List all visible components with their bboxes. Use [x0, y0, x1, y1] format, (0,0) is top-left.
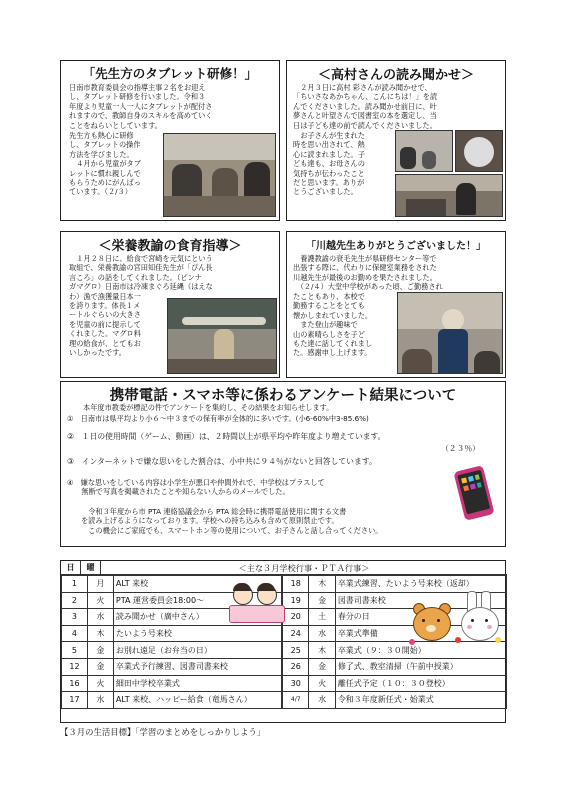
schedule-row: [62, 675, 282, 692]
schedule-event: 卒業式準備: [335, 625, 506, 642]
schedule-day: 26: [283, 658, 309, 675]
survey-title: 携帯電話・スマホ等に係わるアンケート結果について: [109, 388, 457, 404]
tablet-training-body-2: 先生方も熱心に研修 し、タブレットの操作 方法を学びました。 ４月から児童がタブ レットに慣れ親しんで もらうためにがんばっ ています。（２/３）: [69, 131, 141, 197]
schedule-title: ＜主な３月学校行事・ＰＴＡ行事＞: [101, 561, 507, 575]
schedule-event: ALT 来校: [113, 576, 281, 593]
kawagoe-photo: [397, 292, 503, 374]
schedule-day: 2: [62, 592, 88, 609]
schedule-row: [283, 675, 507, 692]
schedule-weekday: 水: [87, 692, 113, 709]
schedule-header-weekday: 曜: [81, 561, 101, 575]
nutrition-photo: [167, 298, 277, 374]
schedule-weekday: 金: [309, 658, 335, 675]
bear-rabbit-illustration: [409, 591, 503, 649]
schedule-event: 令和３年度新任式・始業式: [335, 692, 506, 709]
survey-intro: 本年度市教委が標記の件でアンケートを集約し、その結果をお知らせします。: [83, 403, 334, 412]
schedule-event: 卒業式（９：３０開始）: [335, 642, 506, 659]
kawagoe-article: [286, 231, 506, 378]
tablet-training-title: 「先生方のタブレット研修！」: [82, 66, 258, 81]
schedule-weekday: 木: [309, 642, 335, 659]
nutrition-body-2: を誇ります。体長１メ ートルぐらいの大きさ を児童の前に提示して くれました。マグロ料 理の給食が、とてもお いしかったです。: [69, 301, 141, 358]
schedule-row: [62, 692, 282, 709]
kawagoe-body: 養護教諭の衰毛先生が県研修センター等で 出張する際に、代わりに保健室業務をされた 川越先生が最後のお勤めを果たされました。 （２/４）大堂中学校があった頃、ご勤務され: [293, 254, 443, 292]
schedule-day: 25: [283, 642, 309, 659]
monthly-goal: 【３月の生活目標】「学習のまとめをしっかりしよう」: [60, 727, 266, 737]
schedule-event: 修了式、教室清掃（午前中授業）: [335, 658, 506, 675]
schedule-weekday: 火: [309, 675, 335, 692]
schedule-weekday: 金: [309, 592, 335, 609]
tablet-training-article: [60, 60, 280, 221]
schedule-day: 18: [283, 576, 309, 593]
tablet-training-body: 日南市教育委員会の指導主事２名をお迎え し、タブレット研修を行いました。令和３ 年度より児童一人一人にタブレットが配付さ れますので、教師自身のスキルを高めていく ことをねらいとしています。: [69, 83, 213, 130]
schedule-event: ALT 来校、ハッピー給食（竜馬さん）: [113, 692, 281, 709]
schedule-weekday: 土: [309, 609, 335, 626]
picnic-illustration: [227, 579, 283, 623]
schedule-row: [283, 692, 507, 709]
kawagoe-title: 「川越先生ありがとうございました！」: [306, 241, 486, 252]
schedule-day: 4: [62, 625, 88, 642]
schedule-header-day: 日: [61, 561, 81, 575]
survey-item-1: ① 日南市は県平均より小６～中３までの保有率が全体的に多いです。(小6-60%中3-85.6%): [67, 414, 369, 423]
schedule-event: 春分の日: [335, 609, 506, 626]
schedule-day: 12: [62, 658, 88, 675]
reading-photo-1: [395, 130, 453, 172]
schedule-day: 16: [62, 675, 88, 692]
schedule-row: [62, 625, 282, 642]
reading-title: ＜高村さんの読み聞かせ＞: [317, 68, 474, 83]
schedule-weekday: 水: [309, 692, 335, 709]
survey-item-2: ② １日の使用時間（ゲーム、動画）は、２時間以上が県平均や昨年度より増えています。: [67, 432, 386, 441]
schedule-event: 図書司書来校: [335, 592, 506, 609]
schedule-weekday: 月: [87, 576, 113, 593]
reading-body-2: お子さんが生まれた 時を思い出されて、熱 心に読まれました。子 ども達も、お母さんの 気持ちが伝わったこと だと思います。ありが とうございました。: [293, 131, 365, 197]
reading-photo-3: [395, 174, 503, 217]
schedule-weekday: 火: [87, 675, 113, 692]
schedule-weekday: 火: [87, 592, 113, 609]
schedule-event: 卒業式予行練習、図書司書来校: [113, 658, 281, 675]
survey-article: [60, 381, 506, 547]
schedule-weekday: 金: [87, 658, 113, 675]
schedule-weekday: 水: [87, 609, 113, 626]
schedule-weekday: 木: [309, 576, 335, 593]
schedule-row: [283, 658, 507, 675]
schedule-event: たいよう号来校: [113, 625, 281, 642]
survey-closing: 令和３年度から市 PTA 連絡協議会から PTA 総会時に携帯電話使用に関する文書 を読み上げるようになっております。学校への持ち込みも含めて原則禁止です。 この機会にご家庭でも、スマートホン等の使用について、お子さんと話し合ってください。: [81, 507, 383, 535]
schedule-event: お別れ遠足（お弁当の日）: [113, 642, 281, 659]
nutrition-body: １月２８日に、給食で宮崎を元気にという 取組で、栄養教諭の宮田知佳先生が「ぴん長 言ころ」の話をしてくれました。（ピンナ ガマグロ）日南市は冷凍まぐろ延縄（はえな わ）漁で漁獲量日本一: [69, 254, 213, 301]
schedule-event: 卒業式練習、たいよう号来校（返却）: [335, 576, 506, 593]
schedule-weekday: 金: [87, 642, 113, 659]
kawagoe-body-2: たこともあり、本校で 勤務することをとても 懐かしまれていました。 また登山が趣味で 山の素晴らしさを子ど もた達に話してくれまし た。感謝申し上げます。: [293, 292, 373, 358]
schedule-section: [60, 560, 506, 723]
schedule-row: [62, 658, 282, 675]
nutrition-article: [60, 231, 280, 378]
schedule-day: 30: [283, 675, 309, 692]
schedule-day: 5: [62, 642, 88, 659]
survey-item-2-percent: （２３％）: [441, 444, 480, 453]
schedule-event: 細田中学校卒業式: [113, 675, 281, 692]
survey-item-4: ④ 嫌な思いをしている内容は小学生が悪口や仲間外れで、中学校はプラスして 無断で写真を掲載されたことや知らない人からのメールでした。: [67, 478, 325, 497]
nutrition-title: ＜栄養教諭の食育指導＞: [98, 239, 242, 254]
schedule-day: 4/7: [283, 692, 309, 709]
reading-body: ２月３日に高村 彩さんが読み聞かせで、 「ちいさなあかちゃん、こんにちは！」を読 んでくださいました。読み聞かせ前日に、叶 夢さんと叶望さんで図書室の本を選定し、当 日は子ども達の前で読んでくださいました。: [293, 83, 438, 130]
schedule-day: 24: [283, 625, 309, 642]
schedule-day: 17: [62, 692, 88, 709]
tablet-training-photo: [163, 133, 276, 217]
schedule-day: 3: [62, 609, 88, 626]
schedule-row: [283, 576, 507, 593]
schedule-day: 19: [283, 592, 309, 609]
reading-photo-2: [455, 130, 503, 172]
schedule-row: [62, 642, 282, 659]
schedule-day: 20: [283, 609, 309, 626]
schedule-weekday: 木: [87, 625, 113, 642]
survey-item-3: ③ インターネットで嫌な思いをした割合は、小中共に９４％がないと回答しています。: [67, 457, 377, 466]
schedule-event: 離任式予定（１０：３０登校）: [335, 675, 506, 692]
schedule-event: 読み聞かせ（廣中さん）: [113, 609, 281, 626]
schedule-weekday: 水: [309, 625, 335, 642]
reading-article: [286, 60, 506, 221]
schedule-day: 1: [62, 576, 88, 593]
schedule-event: PTA 運営委員会18:00～: [113, 592, 281, 609]
